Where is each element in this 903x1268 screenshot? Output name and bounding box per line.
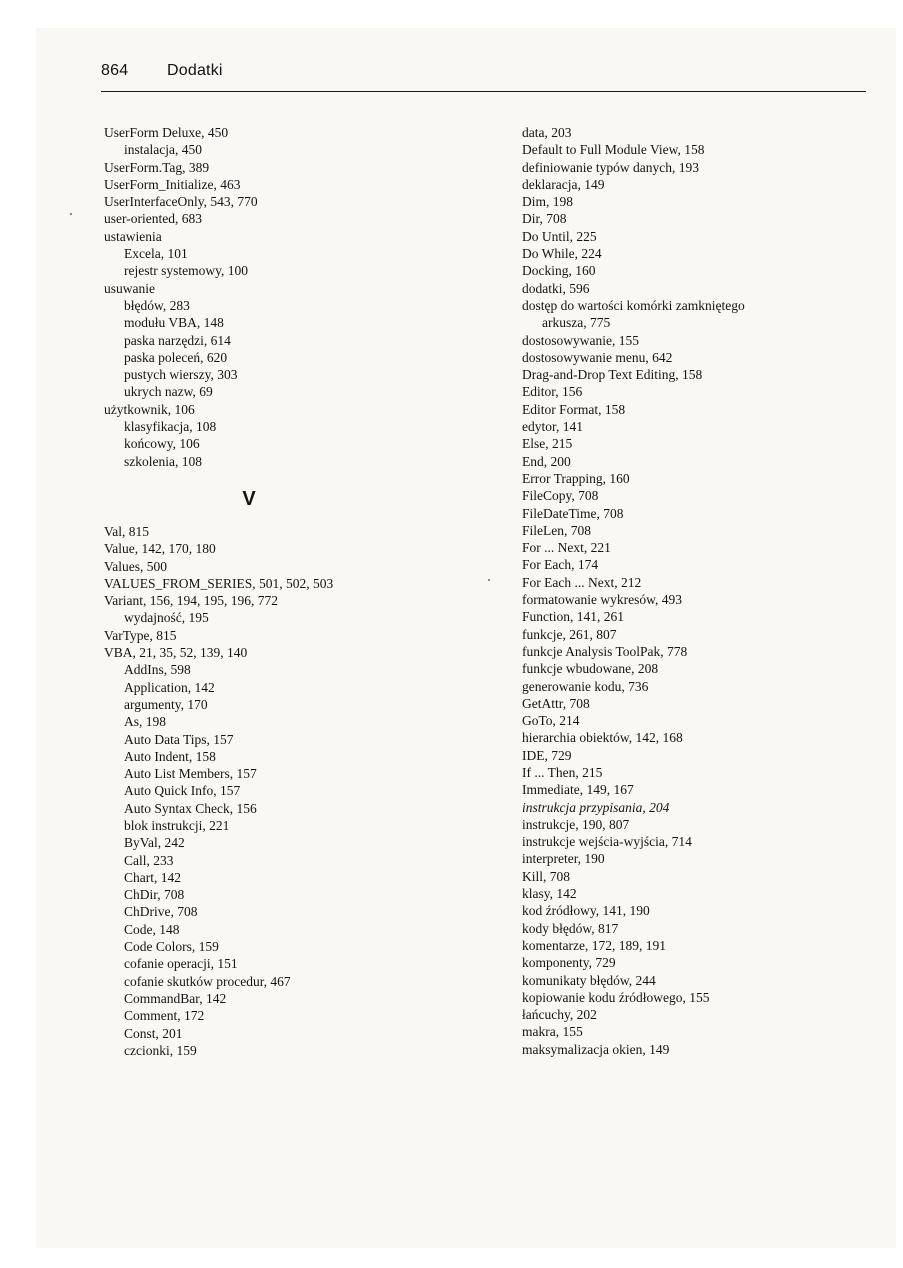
index-entry: FileLen, 708 [522, 522, 591, 538]
index-entry: UserForm_Initialize, 463 [104, 176, 241, 192]
index-entry: maksymalizacja okien, 149 [522, 1041, 670, 1057]
index-entry: dostęp do wartości komórki zamkniętego [522, 297, 745, 313]
index-entry: UserForm.Tag, 389 [104, 159, 210, 175]
index-subentry: ChDrive, 708 [124, 904, 198, 920]
section-title: Dodatki [167, 62, 223, 79]
index-entry: Variant, 156, 194, 195, 196, 772 [104, 593, 278, 609]
page-number: 864 [101, 62, 129, 79]
index-entry: Value, 142, 170, 180 [104, 541, 216, 557]
index-entry: kod źródłowy, 141, 190 [522, 903, 650, 919]
index-subentry: ChDir, 708 [124, 887, 185, 903]
index-entry: funkcje, 261, 807 [522, 626, 617, 642]
index-entry: Editor Format, 158 [522, 401, 626, 417]
index-subentry: klasyfikacja, 108 [124, 419, 217, 435]
index-subentry: modułu VBA, 148 [124, 315, 224, 331]
running-header [101, 62, 223, 80]
index-entry: instrukcje wejścia-wyjścia, 714 [522, 834, 692, 850]
index-subentry: paska poleceń, 620 [124, 349, 228, 365]
index-subentry: ukrych nazw, 69 [124, 384, 213, 400]
index-entry: komentarze, 172, 189, 191 [522, 937, 666, 953]
index-entry: GetAttr, 708 [522, 695, 590, 711]
index-entry: usuwanie [104, 280, 155, 296]
index-subentry: ByVal, 242 [124, 835, 185, 851]
index-entry: Function, 141, 261 [522, 609, 625, 625]
index-entry: ustawienia [104, 228, 162, 244]
index-column-right [522, 124, 872, 1058]
index-entry: dostosowywanie menu, 642 [522, 349, 673, 365]
index-entry: Drag-and-Drop Text Editing, 158 [522, 367, 703, 383]
index-entry: definiowanie typów danych, 193 [522, 159, 699, 175]
index-subentry: błędów, 283 [124, 297, 190, 313]
index-subentry: cofanie skutków procedur, 467 [124, 973, 291, 989]
index-entry: komunikaty błędów, 244 [522, 972, 656, 988]
index-entry: funkcje Analysis ToolPak, 778 [522, 643, 688, 659]
index-entry: UserForm Deluxe, 450 [104, 125, 229, 140]
index-subentry: argumenty, 170 [124, 696, 208, 712]
index-subentry: paska narzędzi, 614 [124, 332, 231, 348]
index-subentry: Auto Syntax Check, 156 [124, 800, 257, 816]
index-entry: data, 203 [522, 125, 572, 140]
index-entry: Immediate, 149, 167 [522, 782, 634, 798]
index-subentry: cofanie operacji, 151 [124, 956, 238, 972]
index-entry: Values, 500 [104, 558, 167, 574]
index-entry: For Each, 174 [522, 557, 599, 573]
index-subentry: szkolenia, 108 [124, 453, 202, 469]
scan-speck [488, 579, 490, 581]
index-subentry: Auto List Members, 157 [124, 766, 257, 782]
index-subentry: Excela, 101 [124, 246, 188, 262]
index-entry: interpreter, 190 [522, 851, 605, 867]
index-section-letter: V [242, 487, 256, 510]
index-subentry: końcowy, 106 [124, 436, 200, 452]
index-subentry: wydajność, 195 [124, 610, 209, 626]
index-entry: Editor, 156 [522, 384, 583, 400]
index-entry: For ... Next, 221 [522, 540, 611, 556]
index-subentry: blok instrukcji, 221 [124, 817, 230, 833]
header-rule [101, 91, 866, 92]
index-entry: formatowanie wykresów, 493 [522, 592, 682, 608]
index-entry: funkcje wbudowane, 208 [522, 661, 659, 677]
index-subentry: Code, 148 [124, 921, 180, 937]
index-entry: użytkownik, 106 [104, 401, 195, 417]
index-column-left [104, 124, 434, 1059]
index-subentry: Auto Quick Info, 157 [124, 783, 241, 799]
index-entry: makra, 155 [522, 1024, 583, 1040]
index-subentry: Application, 142 [124, 679, 215, 695]
index-entry: UserInterfaceOnly, 543, 770 [104, 194, 258, 210]
index-subentry: arkusza, 775 [542, 315, 611, 331]
index-subentry: CommandBar, 142 [124, 990, 227, 1006]
index-entry: edytor, 141 [522, 419, 583, 435]
index-subentry: rejestr systemowy, 100 [124, 263, 248, 279]
index-subentry: Code Colors, 159 [124, 939, 219, 955]
index-subentry: Call, 233 [124, 852, 174, 868]
index-entry: Val, 815 [104, 523, 149, 539]
index-entry: komponenty, 729 [522, 955, 616, 971]
index-entry: kody błędów, 817 [522, 920, 619, 936]
index-entry: user-oriented, 683 [104, 211, 202, 227]
index-subentry: As, 198 [124, 714, 167, 730]
index-entry: End, 200 [522, 453, 571, 469]
index-entry: VALUES_FROM_SERIES, 501, 502, 503 [104, 575, 334, 591]
index-entry: Dim, 198 [522, 194, 574, 210]
index-entry: IDE, 729 [522, 747, 572, 763]
index-entry: FileCopy, 708 [522, 488, 599, 504]
index-subentry: czcionki, 159 [124, 1042, 197, 1058]
index-entry: VBA, 21, 35, 52, 139, 140 [104, 645, 248, 661]
index-entry: GoTo, 214 [522, 713, 580, 729]
index-entry: Docking, 160 [522, 263, 596, 279]
index-subentry: Chart, 142 [124, 869, 181, 885]
index-entry: hierarchia obiektów, 142, 168 [522, 730, 683, 746]
index-entry: Dir, 708 [522, 211, 567, 227]
index-entry: FileDateTime, 708 [522, 505, 624, 521]
index-entry: Else, 215 [522, 436, 573, 452]
index-subentry: Comment, 172 [124, 1008, 205, 1024]
index-entry: dostosowywanie, 155 [522, 332, 639, 348]
index-entry: łańcuchy, 202 [522, 1007, 597, 1023]
index-entry: Do While, 224 [522, 246, 602, 262]
index-entry: generowanie kodu, 736 [522, 678, 649, 694]
index-entry: Kill, 708 [522, 868, 571, 884]
index-subentry: Auto Data Tips, 157 [124, 731, 234, 747]
index-entry: VarType, 815 [104, 627, 177, 643]
index-entry: Default to Full Module View, 158 [522, 142, 705, 158]
index-entry: instrukcje, 190, 807 [522, 816, 630, 832]
index-entry: Error Trapping, 160 [522, 470, 630, 486]
scan-speck [70, 213, 72, 215]
index-entry: dodatki, 596 [522, 280, 590, 296]
index-subentry: Const, 201 [124, 1025, 183, 1041]
index-subentry: Auto Indent, 158 [124, 748, 216, 764]
index-entry: If ... Then, 215 [522, 764, 603, 780]
index-entry: kopiowanie kodu źródłowego, 155 [522, 989, 710, 1005]
index-entry: klasy, 142 [522, 886, 577, 902]
index-entry: deklaracja, 149 [522, 176, 605, 192]
index-subentry: pustych wierszy, 303 [124, 367, 238, 383]
index-entry: For Each ... Next, 212 [522, 574, 642, 590]
index-subentry: instalacja, 450 [124, 142, 202, 158]
index-entry: Do Until, 225 [522, 228, 597, 244]
index-entry: instrukcja przypisania, 204 [522, 799, 670, 815]
index-subentry: AddIns, 598 [124, 662, 191, 678]
